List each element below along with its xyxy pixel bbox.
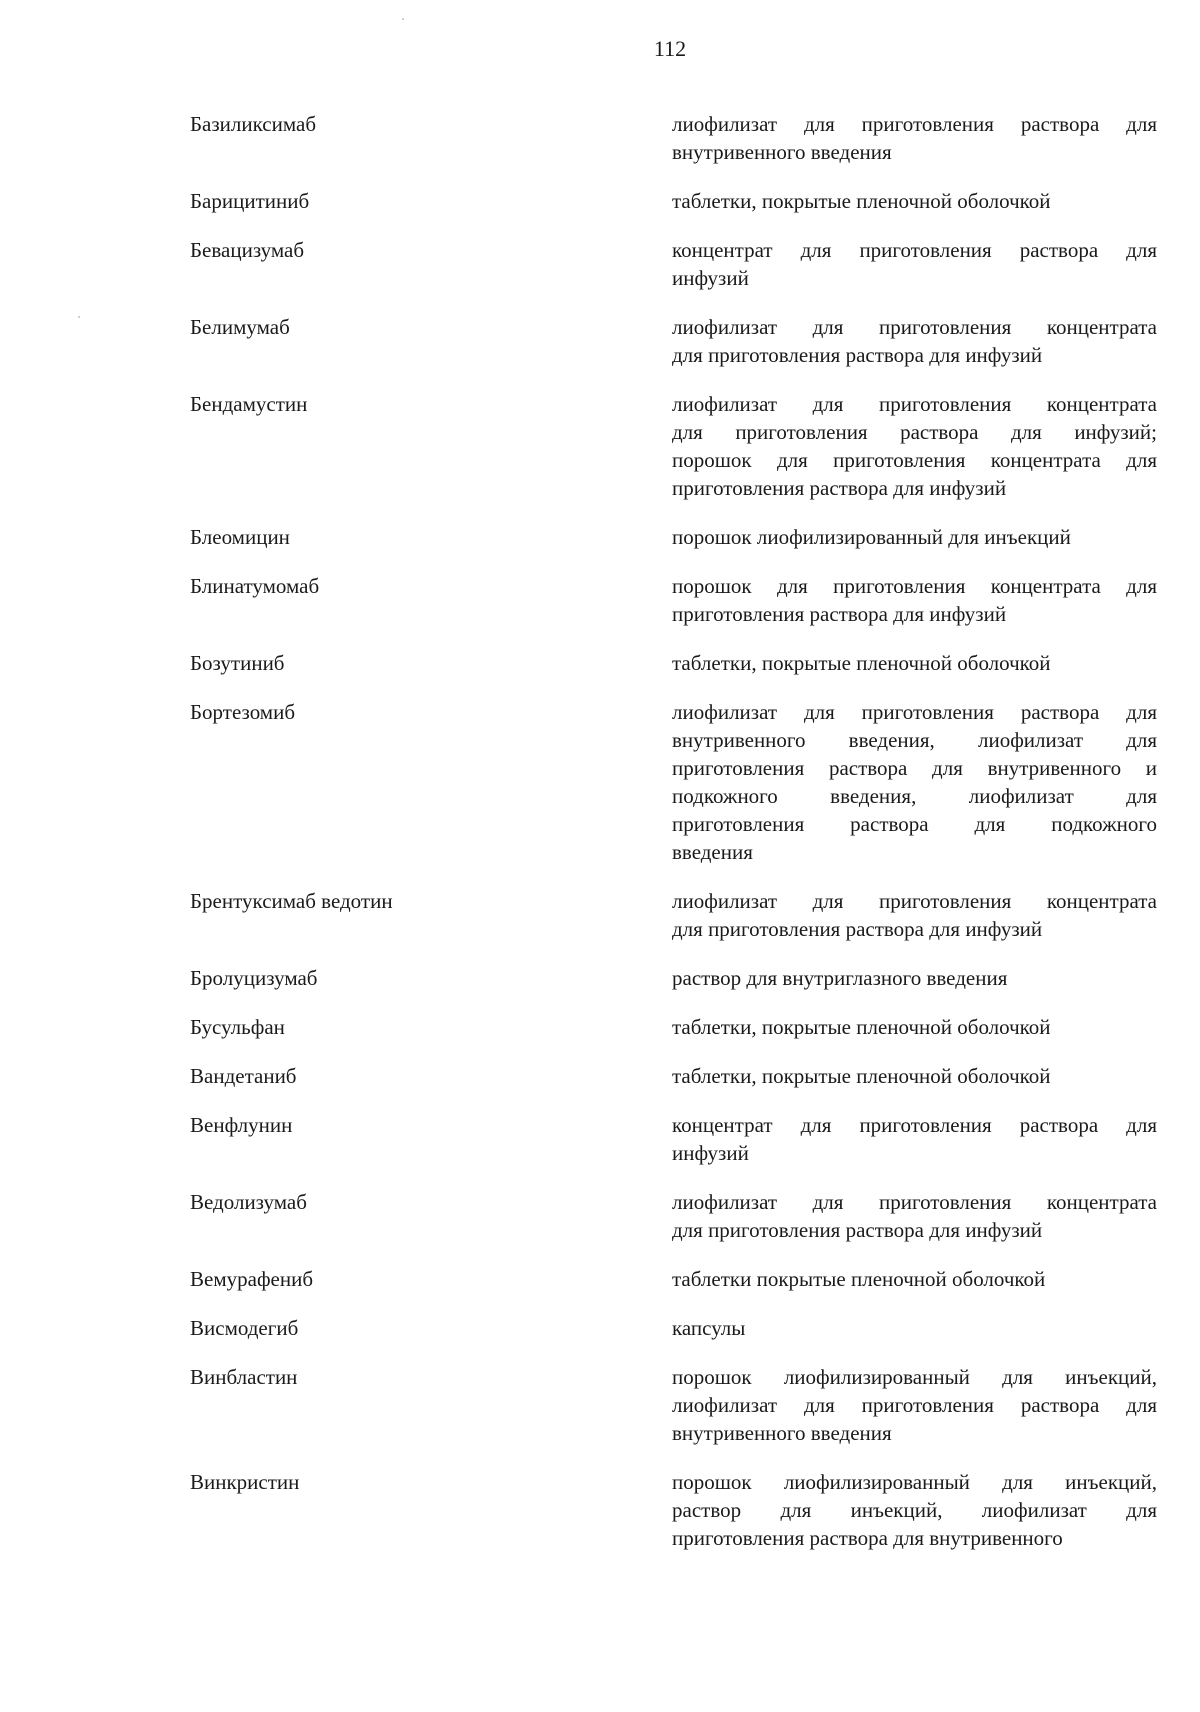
- dosage-form-line: лиофилизат для приготовления раствора для: [672, 1393, 1157, 1417]
- drug-name: Блеомицин: [190, 525, 290, 549]
- dosage-forms: [672, 698, 1157, 866]
- dosage-form-line: порошок лиофилизированный для инъекций,: [672, 1365, 1157, 1389]
- drug-entry: [0, 236, 1200, 292]
- dosage-form-line: для приготовления раствора для инфузий;: [672, 420, 1157, 444]
- drug-entry: [0, 1188, 1200, 1244]
- drug-list: [0, 110, 1200, 1573]
- drug-name: Вемурафениб: [190, 1267, 314, 1291]
- dosage-form-line: лиофилизат для приготовления концентрата: [672, 1190, 1157, 1214]
- dosage-form-line: приготовления раствора для подкожного: [672, 812, 1157, 836]
- drug-name: Базиликсимаб: [190, 112, 317, 136]
- drug-name: Блинатумомаб: [190, 574, 320, 598]
- drug-entry: [0, 523, 1200, 551]
- dosage-forms: [672, 1265, 1157, 1293]
- dosage-form-line: раствор для внутриглазного введения: [672, 966, 1008, 990]
- dosage-forms: [672, 1013, 1157, 1041]
- dosage-forms: [672, 390, 1157, 502]
- drug-name: Бозутиниб: [190, 651, 285, 675]
- dosage-form-line: инфузий: [672, 1141, 749, 1165]
- dosage-form-line: приготовления раствора для внутривенного и: [672, 756, 1157, 780]
- drug-name: Бортезомиб: [190, 700, 296, 724]
- dosage-forms: [672, 1111, 1157, 1167]
- page-number: 112: [653, 36, 687, 61]
- dosage-form-line: введения: [672, 840, 753, 864]
- drug-entry: [0, 1013, 1200, 1041]
- dosage-form-line: таблетки, покрытые пленочной оболочкой: [672, 651, 1051, 675]
- dosage-form-line: капсулы: [672, 1316, 746, 1340]
- dosage-form-line: концентрат для приготовления раствора для: [672, 238, 1157, 262]
- dosage-form-line: порошок лиофилизированный для инъекций,: [672, 1470, 1157, 1494]
- dosage-forms: [672, 187, 1157, 215]
- scan-speck: [402, 18, 404, 20]
- drug-entry: [0, 698, 1200, 866]
- dosage-form-line: внутривенного введения: [672, 140, 892, 164]
- dosage-forms: [672, 313, 1157, 369]
- drug-entry: [0, 964, 1200, 992]
- drug-name: Брентуксимаб ведотин: [190, 889, 393, 913]
- dosage-forms: [672, 236, 1157, 292]
- dosage-forms: [672, 964, 1157, 992]
- drug-entry: [0, 1468, 1200, 1552]
- dosage-form-line: для приготовления раствора для инфузий: [672, 917, 1043, 941]
- dosage-form-line: таблетки, покрытые пленочной оболочкой: [672, 189, 1051, 213]
- drug-entry: [0, 313, 1200, 369]
- drug-name: Бевацизумаб: [190, 238, 305, 262]
- dosage-forms: [672, 649, 1157, 677]
- dosage-form-line: концентрат для приготовления раствора для: [672, 1113, 1157, 1137]
- dosage-form-line: таблетки, покрытые пленочной оболочкой: [672, 1064, 1051, 1088]
- drug-entry: [0, 1265, 1200, 1293]
- drug-entry: [0, 1363, 1200, 1447]
- dosage-form-line: лиофилизат для приготовления раствора для: [672, 700, 1157, 724]
- dosage-forms: [672, 1188, 1157, 1244]
- drug-name: Бролуцизумаб: [190, 966, 318, 990]
- dosage-form-line: лиофилизат для приготовления концентрата: [672, 889, 1157, 913]
- drug-entry: [0, 1062, 1200, 1090]
- dosage-forms: [672, 110, 1157, 166]
- dosage-form-line: порошок для приготовления концентрата для: [672, 448, 1157, 472]
- drug-name: Висмодегиб: [190, 1316, 299, 1340]
- dosage-form-line: подкожного введения, лиофилизат для: [672, 784, 1157, 808]
- drug-entry: [0, 187, 1200, 215]
- drug-name: Белимумаб: [190, 315, 290, 339]
- dosage-form-line: для приготовления раствора для инфузий: [672, 343, 1043, 367]
- dosage-form-line: приготовления раствора для инфузий: [672, 476, 1007, 500]
- drug-name: Бусульфан: [190, 1015, 285, 1039]
- drug-entry: [0, 1111, 1200, 1167]
- dosage-forms: [672, 887, 1157, 943]
- dosage-form-line: лиофилизат для приготовления концентрата: [672, 315, 1157, 339]
- drug-name: Бендамустин: [190, 392, 308, 416]
- dosage-form-line: таблетки, покрытые пленочной оболочкой: [672, 1015, 1051, 1039]
- dosage-forms: [672, 1314, 1157, 1342]
- drug-name: Барицитиниб: [190, 189, 310, 213]
- dosage-forms: [672, 1468, 1157, 1552]
- drug-entry: [0, 1314, 1200, 1342]
- scan-speck: [78, 316, 80, 318]
- dosage-forms: [672, 572, 1157, 628]
- dosage-forms: [672, 1062, 1157, 1090]
- dosage-form-line: лиофилизат для приготовления раствора для: [672, 112, 1157, 136]
- dosage-form-line: порошок лиофилизированный для инъекций: [672, 525, 1071, 549]
- dosage-form-line: лиофилизат для приготовления концентрата: [672, 392, 1157, 416]
- drug-entry: [0, 110, 1200, 166]
- drug-entry: [0, 390, 1200, 502]
- drug-name: Винкристин: [190, 1470, 300, 1494]
- dosage-form-line: внутривенного введения: [672, 1421, 892, 1445]
- dosage-form-line: раствор для инъекций, лиофилизат для: [672, 1498, 1157, 1522]
- dosage-forms: [672, 523, 1157, 551]
- drug-name: Ведолизумаб: [190, 1190, 307, 1214]
- dosage-form-line: внутривенного введения, лиофилизат для: [672, 728, 1157, 752]
- dosage-form-line: инфузий: [672, 266, 749, 290]
- dosage-form-line: приготовления раствора для внутривенного: [672, 1526, 1063, 1550]
- drug-name: Венфлунин: [190, 1113, 293, 1137]
- drug-entry: [0, 887, 1200, 943]
- dosage-form-line: таблетки покрытые пленочной оболочкой: [672, 1267, 1046, 1291]
- drug-name: Вандетаниб: [190, 1064, 297, 1088]
- drug-name: Винбластин: [190, 1365, 298, 1389]
- drug-entry: [0, 649, 1200, 677]
- dosage-form-line: для приготовления раствора для инфузий: [672, 1218, 1043, 1242]
- dosage-forms: [672, 1363, 1157, 1447]
- drug-entry: [0, 572, 1200, 628]
- dosage-form-line: порошок для приготовления концентрата для: [672, 574, 1157, 598]
- dosage-form-line: приготовления раствора для инфузий: [672, 602, 1007, 626]
